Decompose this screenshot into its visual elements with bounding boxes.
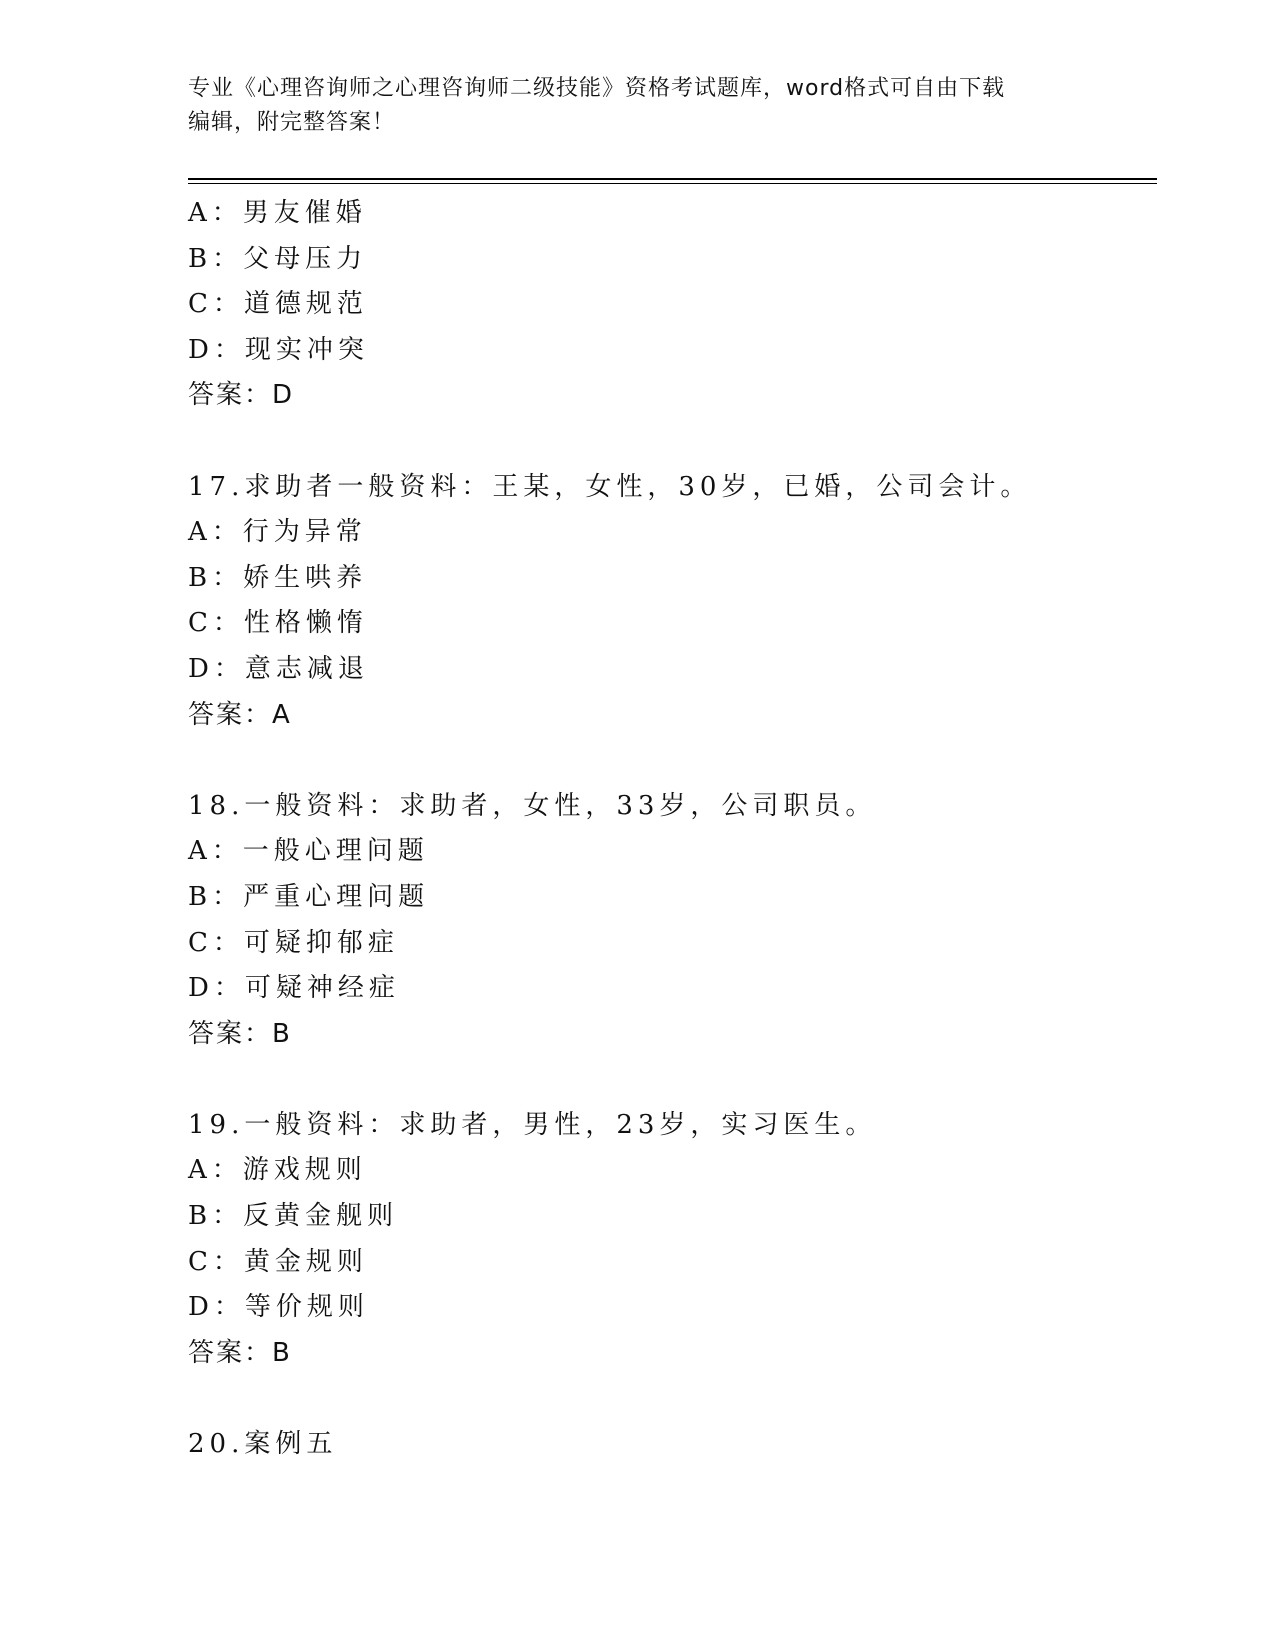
spacer [188, 1057, 1148, 1103]
option-d: D：可疑神经症 [188, 973, 400, 1004]
spacer [188, 419, 1148, 465]
header-line-2: 编辑，附完整答案！ [188, 110, 396, 135]
option-b: B：父母压力 [188, 243, 368, 274]
option-c: C：可疑抑郁症 [188, 927, 399, 958]
header-line-1: 专业《心理咨询师之心理咨询师二级技能》资格考试题库，word格式可自由下载 [188, 76, 1006, 101]
answer-label: 答案：D [188, 380, 295, 411]
question-block-17 [188, 465, 1148, 739]
option-b: B：反黄金舰则 [188, 1201, 399, 1232]
option-a: A：行为异常 [188, 517, 367, 548]
option-c: C：道德规范 [188, 289, 368, 320]
header-divider-thick [188, 178, 1157, 180]
option-a: A：一般心理问题 [188, 836, 429, 867]
question-text: 20.案例五 [188, 1429, 338, 1460]
option-d: D：现实冲突 [188, 334, 369, 365]
option-b: B：娇生哄养 [188, 562, 368, 593]
spacer [188, 1376, 1148, 1422]
question-block-19 [188, 1103, 1148, 1377]
answer-label: 答案：A [188, 699, 292, 730]
option-d: D：意志减退 [188, 653, 369, 684]
option-d: D：等价规则 [188, 1292, 369, 1323]
spacer [188, 738, 1148, 784]
option-a: A：游戏规则 [188, 1155, 367, 1186]
question-block-16 [188, 191, 1148, 419]
question-list [188, 191, 1148, 1468]
question-text: 17.求助者一般资料：王某，女性，30岁，已婚，公司会计。 [188, 471, 1032, 502]
option-a: A：男友催婚 [188, 198, 367, 228]
document-header [188, 72, 1088, 140]
answer-label: 答案：B [188, 1337, 292, 1368]
question-block-20 [188, 1422, 1148, 1468]
question-text: 18.一般资料：求助者，女性，33岁，公司职员。 [188, 790, 877, 821]
option-b: B：严重心理问题 [188, 881, 430, 912]
option-c: C：性格懒惰 [188, 608, 368, 639]
question-text: 19.一般资料：求助者，男性，23岁，实习医生。 [188, 1109, 877, 1140]
option-c: C：黄金规则 [188, 1246, 368, 1277]
header-divider-thin [188, 183, 1157, 184]
question-block-18 [188, 784, 1148, 1058]
answer-label: 答案：B [188, 1018, 292, 1049]
